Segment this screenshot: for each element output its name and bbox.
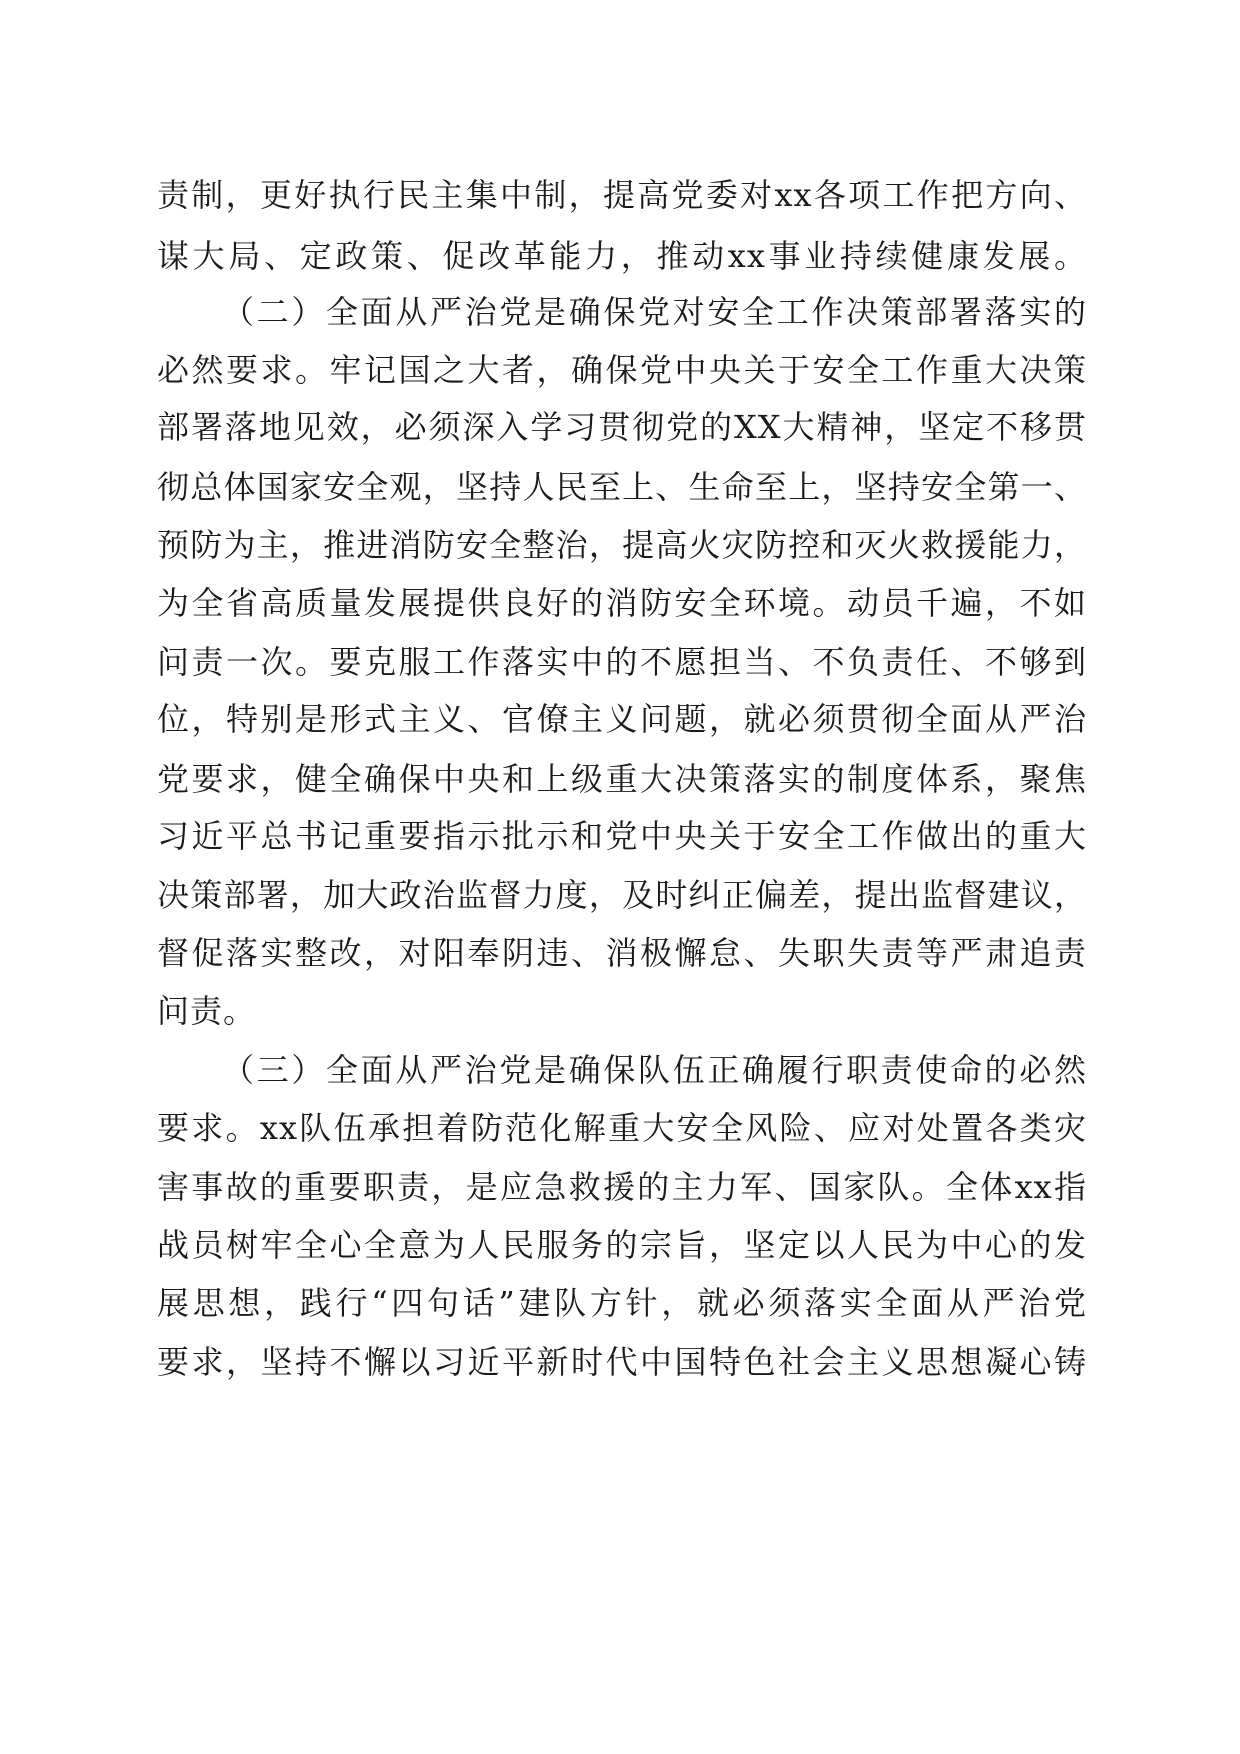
text-line: 必然要求。牢记国之大者，确保党中央关于安全工作重大决策 bbox=[157, 351, 1087, 389]
text-line: 谋大局、定政策、促改革能力，推动xx事业持续健康发展。 bbox=[157, 237, 1087, 275]
text-line: 预防为主，推进消防安全整治，提高火灾防控和灭火救援能力， bbox=[157, 526, 1087, 564]
text-line: 战员树牢全心全意为人民服务的宗旨，坚定以人民为中心的发 bbox=[157, 1226, 1087, 1264]
text-line: 决策部署，加大政治监督力度，及时纠正偏差，提出监督建议， bbox=[157, 876, 1087, 914]
text-line: 要求。xx队伍承担着防范化解重大安全风险、应对处置各类灾 bbox=[157, 1109, 1087, 1147]
text-line: 害事故的重要职责，是应急救援的主力军、国家队。全体xx指 bbox=[157, 1168, 1087, 1206]
paragraph-heading-line: （二）全面从严治党是确保党对安全工作决策部署落实的 bbox=[222, 293, 1087, 331]
paragraph-heading-line: （三）全面从严治党是确保队伍正确履行职责使命的必然 bbox=[222, 1051, 1087, 1089]
text-line: 党要求，健全确保中央和上级重大决策落实的制度体系，聚焦 bbox=[157, 760, 1087, 798]
text-line: 彻总体国家安全观，坚持人民至上、生命至上，坚持安全第一、 bbox=[157, 468, 1087, 506]
text-line: 部署落地见效，必须深入学习贯彻党的XX大精神，坚定不移贯 bbox=[157, 408, 1087, 446]
text-line: 督促落实整改，对阳奉阴违、消极懈怠、失职失责等严肃追责 bbox=[157, 934, 1087, 972]
text-line: 位，特别是形式主义、官僚主义问题，就必须贯彻全面从严治 bbox=[157, 700, 1087, 738]
text-line: 问责。 bbox=[157, 992, 257, 1030]
text-line: 为全省高质量发展提供良好的消防安全环境。动员千遍，不如 bbox=[157, 584, 1087, 622]
text-line: 要求，坚持不懈以习近平新时代中国特色社会主义思想凝心铸 bbox=[157, 1343, 1087, 1381]
text-line: 责制，更好执行民主集中制，提高党委对xx各项工作把方向、 bbox=[157, 176, 1087, 214]
text-line: 习近平总书记重要指示批示和党中央关于安全工作做出的重大 bbox=[157, 817, 1087, 855]
text-line: 问责一次。要克服工作落实中的不愿担当、不负责任、不够到 bbox=[157, 643, 1087, 681]
text-line: 展思想，践行“四句话”建队方针，就必须落实全面从严治党 bbox=[157, 1284, 1087, 1322]
